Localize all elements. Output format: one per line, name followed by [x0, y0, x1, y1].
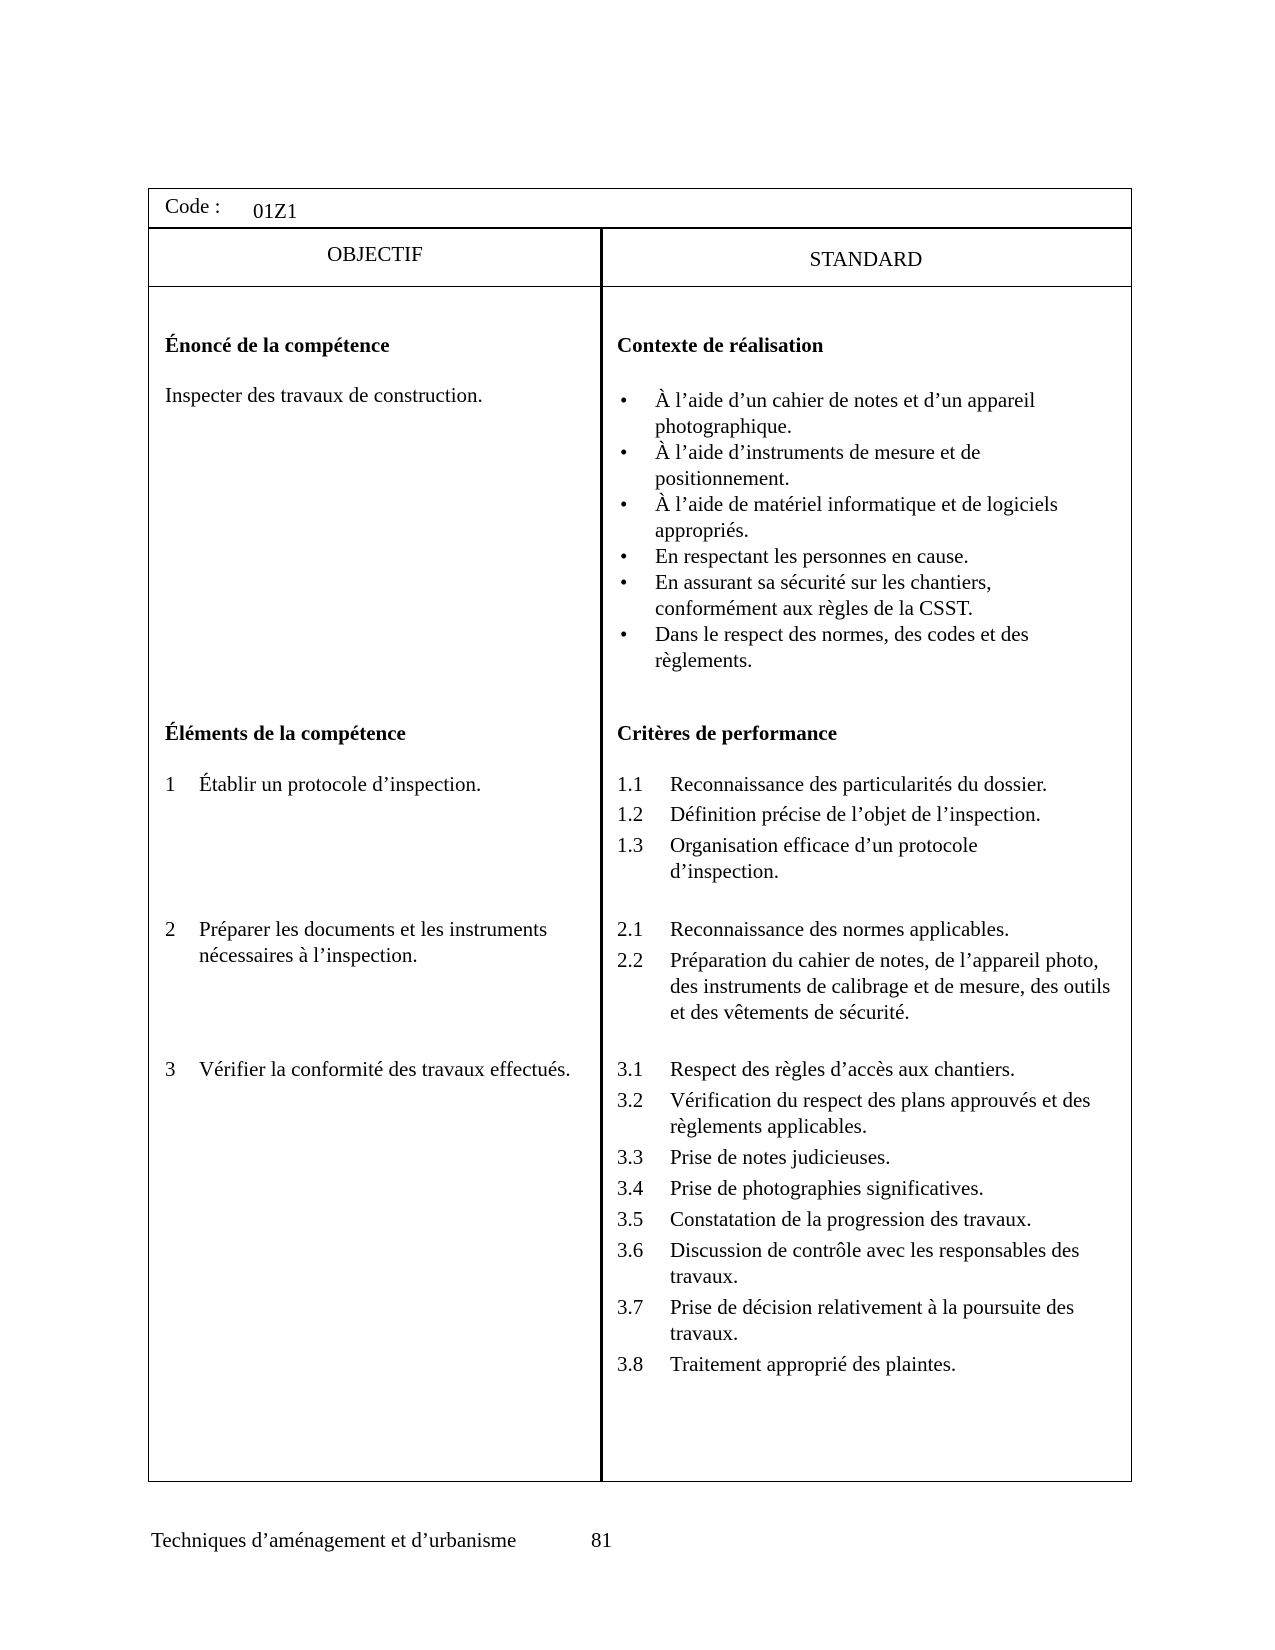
critere-number: 1.2 — [617, 802, 644, 826]
element-number: 1 — [165, 772, 176, 796]
element-text: Préparer les documents et les instruments nécessaires à l’inspection. — [199, 917, 548, 967]
element-item — [165, 1056, 585, 1082]
critere-number: 2.1 — [617, 917, 644, 941]
critere-number: 3.2 — [617, 1088, 644, 1112]
critere-item — [617, 832, 1117, 884]
critere-item — [617, 916, 1117, 942]
element-number: 2 — [165, 917, 176, 941]
contexte-item: • À l’aide d’instruments de mesure et de positionnement. — [620, 440, 981, 490]
critere-number: 2.2 — [617, 948, 644, 972]
critere-item — [617, 947, 1117, 1025]
contexte-item: • À l’aide d’un cahier de notes et d’un appareil photographique. — [620, 388, 1036, 438]
enonce-heading: Énoncé de la compétence — [165, 333, 390, 357]
critere-item — [617, 1056, 1117, 1082]
critere-text: Constatation de la progression des travaux. — [670, 1207, 1032, 1231]
critere-number: 3.1 — [617, 1057, 644, 1081]
contexte-heading: Contexte de réalisation — [617, 333, 824, 357]
critere-number: 3.3 — [617, 1145, 644, 1169]
critere-number: 1.1 — [617, 772, 644, 796]
critere-number: 3.4 — [617, 1176, 644, 1200]
code-value: 01Z1 — [253, 199, 298, 223]
critere-text: Respect des règles d’accès aux chantiers. — [670, 1057, 1016, 1081]
header-standard: STANDARD — [809, 247, 923, 271]
element-number: 3 — [165, 1057, 176, 1081]
bullet-icon: • — [620, 544, 628, 568]
contexte-item: • En assurant sa sécurité sur les chantiers, conformément aux règles de la CSST. — [620, 570, 992, 620]
critere-text: Prise de photographies significatives. — [670, 1176, 984, 1200]
critere-text: Vérification du respect des plans approuvés et des règlements applicables. — [670, 1088, 1091, 1138]
critere-number: 3.5 — [617, 1207, 644, 1231]
critere-number: 3.6 — [617, 1238, 644, 1262]
critere-item — [617, 801, 1117, 827]
critere-text: Prise de notes judicieuses. — [670, 1145, 891, 1169]
bullet-icon: • — [620, 492, 628, 516]
critere-item — [617, 1351, 1117, 1377]
header-objectif: OBJECTIF — [327, 242, 423, 266]
code-label: Code : — [165, 194, 221, 218]
critere-text: Reconnaissance des particularités du dossier. — [670, 772, 1048, 796]
bullet-icon: • — [620, 622, 628, 646]
critere-number: 1.3 — [617, 833, 644, 857]
contexte-item: • À l’aide de matériel informatique et de logiciels appropriés. — [620, 492, 1058, 542]
critere-number: 3.7 — [617, 1295, 644, 1319]
enonce-text: Inspecter des travaux de construction. — [165, 383, 483, 407]
element-item — [165, 916, 585, 968]
critere-text: Prise de décision relativement à la poursuite des travaux. — [670, 1295, 1075, 1345]
critere-text: Préparation du cahier de notes, de l’appareil photo, des instruments de calibrage et de mesure, des outils et des vêtements de sécurité. — [670, 948, 1111, 1024]
header-row — [149, 229, 1131, 287]
critere-item — [617, 1294, 1117, 1346]
criteres-heading: Critères de performance — [617, 721, 838, 745]
page-number: 81 — [591, 1528, 612, 1552]
contexte-item: • Dans le respect des normes, des codes et des règlements. — [620, 622, 1029, 672]
critere-text: Traitement approprié des plaintes. — [670, 1352, 957, 1376]
bullet-icon: • — [620, 440, 628, 464]
elements-heading: Éléments de la compétence — [165, 721, 406, 745]
contexte-list — [617, 387, 1117, 673]
bullet-icon: • — [620, 570, 628, 594]
element-item — [165, 771, 585, 797]
bullet-icon: • — [620, 388, 628, 412]
critere-item — [617, 1175, 1117, 1201]
footer-title: Techniques d’aménagement et d’urbanisme — [151, 1528, 517, 1552]
critere-item — [617, 1206, 1117, 1232]
column-divider — [600, 229, 603, 1481]
element-text: Établir un protocole d’inspection. — [199, 772, 482, 796]
code-row — [149, 189, 1131, 229]
element-text: Vérifier la conformité des travaux effectués. — [199, 1057, 571, 1081]
competency-table — [148, 188, 1132, 1482]
critere-item — [617, 1237, 1117, 1289]
contexte-item: • En respectant les personnes en cause. — [620, 544, 969, 568]
critere-text: Discussion de contrôle avec les responsables des travaux. — [670, 1238, 1080, 1288]
critere-text: Définition précise de l’objet de l’inspection. — [670, 802, 1041, 826]
critere-text: Reconnaissance des normes applicables. — [670, 917, 1010, 941]
critere-item — [617, 771, 1117, 797]
critere-item — [617, 1144, 1117, 1170]
critere-item — [617, 1087, 1117, 1139]
critere-text: Organisation efficace d’un protocole d’inspection. — [670, 833, 978, 883]
critere-number: 3.8 — [617, 1352, 644, 1376]
